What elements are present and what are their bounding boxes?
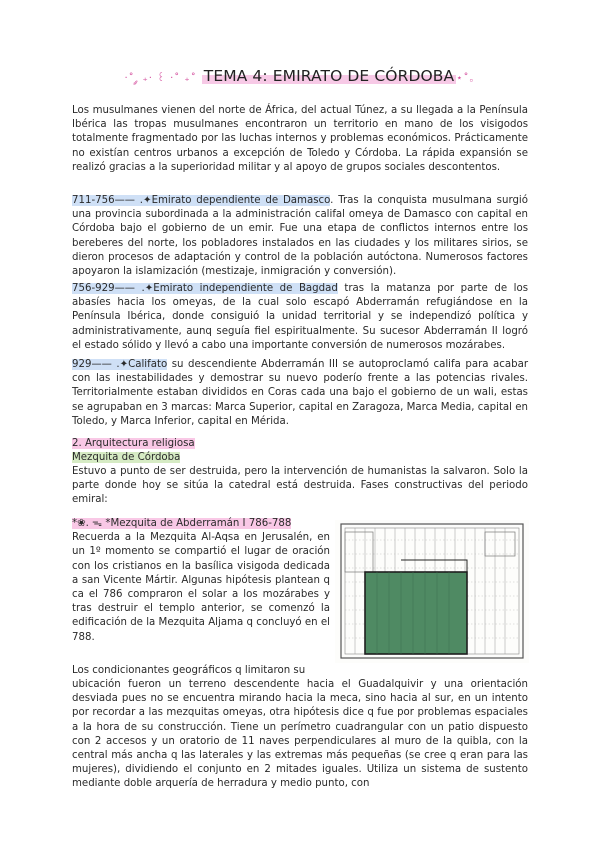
closing-first-line: Los condicionantes geográficos q limitaron su bbox=[72, 665, 306, 676]
title-decoration-left: ·˚ ༘ ₊· ꒰ ·˚ ₊˚ bbox=[124, 73, 197, 84]
period-body: tras la matanza por parte de los abasíes hacia los omeyas, de la cual solo escapó Abderramán refugiándose en la Península Ibérica, donde consiguió la unidad territorial y se independizó política y administrativamente, aunq seguía fiel espiritualmente. Su sucesor Abderramán II logró el estado sólido y llevó a cabo una importante conversión de numerosos mozárabes. bbox=[72, 283, 528, 351]
title-decoration-right: ⋆˚｡ bbox=[456, 73, 476, 84]
period-damasco bbox=[72, 194, 528, 279]
phase-body: Recuerda a la Mezquita Al-Aqsa en Jerusalén, en un 1º momento se compartió el lugar de oración con los cristianos en la basílica visigoda dedicada a san Vicente Mártir. Algunas hipótesis plantean q ca el 786 compraron el solar a los mozárabes y tras destruir el templo anterior, se comenzó la edificación de la Mezquita Aljama q concluyó en el 788. bbox=[72, 532, 330, 643]
period-califato bbox=[72, 358, 528, 429]
intro-paragraph: Los musulmanes vienen del norte de África, del actual Túnez, a su llegada a la Península Ibérica las tropas musulmanes encontraron un territorio en mano de los visigodos totalmente fragmentado por las luchas internos y problemas económicos. Prácticamente no existían centros urbanos a excepción de Toledo y Córdoba. La rápida expansión se realizó gracias a la superioridad militar y al apoyo de grupos sociales descontentos. bbox=[72, 105, 528, 173]
section-title: 2. Arquitectura religiosa bbox=[72, 438, 195, 449]
period-heading: 711-756—— .✦Emirato dependiente de Damasco bbox=[72, 195, 331, 206]
period-body: . Tras la conquista musulmana surgió una provincia subordinada a la administración califal omeya de Damasco con capital en Córdoba bajo el gobierno de un emir. Fue una etapa de conflictos internos entre los bereberes del norte, los pobladores instalados en las ciudades y los militares sirios, se dieron procesos de adaptación y control de la población autóctona. Numerosos factores apoyaron la islamización (mestizaje, inmigración y conversión). bbox=[72, 195, 528, 278]
highlighted-area bbox=[365, 572, 467, 654]
title-text: TEMA 4: EMIRATO DE CÓRDOBA bbox=[203, 67, 455, 85]
section-heading bbox=[72, 437, 528, 451]
page-title bbox=[0, 66, 600, 89]
period-heading: 929—— .✦Califato bbox=[72, 359, 168, 370]
section-intro: Estuvo a punto de ser destruida, pero la intervención de humanistas la salvaron. Solo la parte donde hoy se sitúa la catedral está destruida. Fases constructivas del periodo emiral: bbox=[72, 466, 528, 506]
period-body: su descendiente Abderramán III se autoproclamó califa para acabar con las inestabilidades y demostrar su nuevo poderío frente a las potencias rivales. Territorialmente estaban divididos en Coras cada una bajo el gobierno de un wali, estas se agrupaban en 3 marcas: Marca Superior, capital en Zaragoza, Marca Media, capital en Toledo, y Marca Inferior, capital en Mérida. bbox=[72, 359, 529, 427]
section-subtitle: Mezquita de Córdoba bbox=[72, 452, 181, 463]
period-bagdad bbox=[72, 282, 528, 353]
floor-plan-drawing bbox=[335, 520, 529, 663]
section-subheading bbox=[72, 451, 528, 465]
phase-heading: *❀. ᯓ *Mezquita de Abderramán I 786-788 bbox=[72, 518, 292, 529]
mosque-floor-plan bbox=[335, 520, 529, 663]
phase-abderraman-i bbox=[72, 517, 330, 645]
period-heading: 756-929—— .✦Emirato independiente de Bagdad bbox=[72, 283, 338, 294]
closing-paragraph: ubicación fueron un terreno descendente hacia el Guadalquivir y una orientación desviada pues no se encuentra mirando hacia la meca, sino hacia al sur, en un intento por recordar a las mezquitas omeyas, otra hipótesis dice q fue por problemas espaciales a la hora de su construcción. Tiene un perímetro cuadrangular con un patio dispuesto con 2 accesos y un oratorio de 11 naves perpendiculares al muro de la quibla, con la central más ancha q las laterales y las extremas más pequeñas (se cree q eran para las mujeres), dividiendo el conjunto en 2 mitades iguales. Utiliza un sistema de sustento mediante doble arquería de herradura y medio punto, con bbox=[72, 679, 528, 790]
